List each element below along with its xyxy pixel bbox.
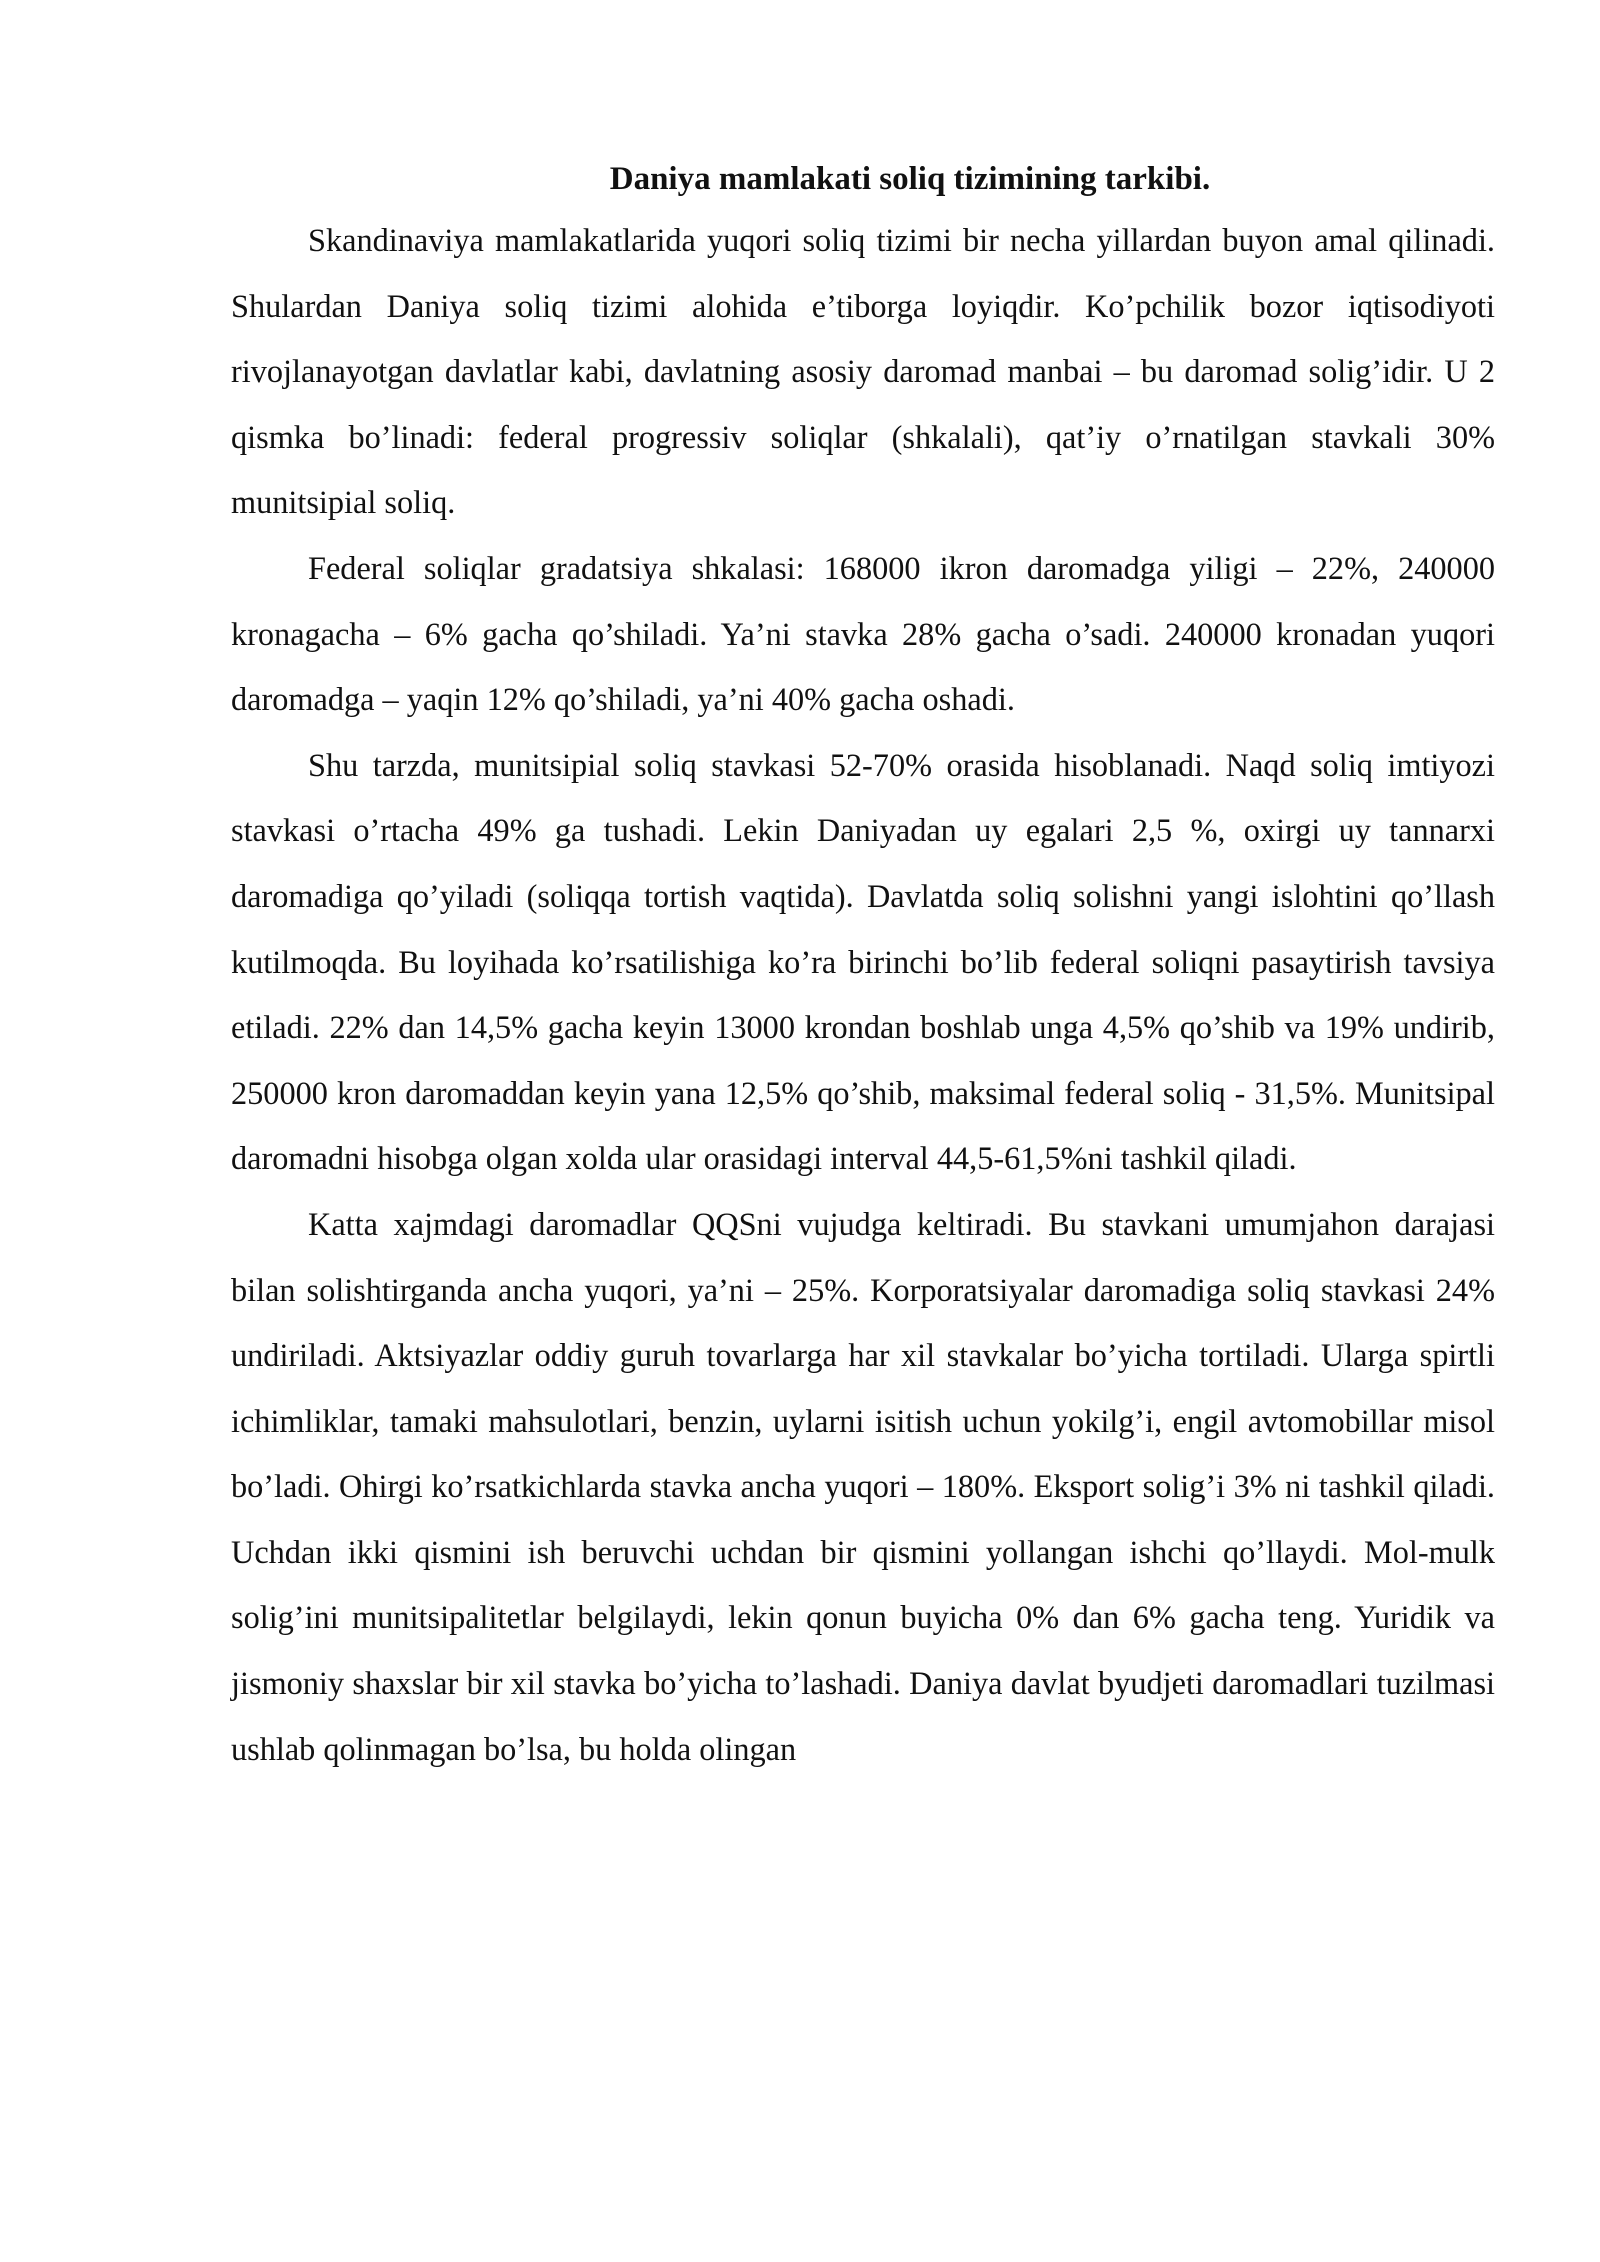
document-title: Daniya mamlakati soliq tizimining tarkibi. — [609, 161, 1211, 197]
paragraph: Katta xajmdagi daromadlar QQSni vujudga keltiradi. Bu stavkani umumjahon darajasi bilan solishtirganda ancha yuqori, ya’ni – 25%. Korporatsiyalar daromadiga soliq stavkasi 24% undiriladi. Aktsiyazlar oddiy guruh tovarlarga har xil stavkalar bo’yicha tortiladi. Ularga spirtli ichimliklar, tamaki mahsulotlari, benzin, uylarni isitish uchun yokilg’i, engil avtomobillar misol bo’ladi. Ohirgi ko’rsatkichlarda stavka ancha yuqori – 180%. Eksport solig’i 3% ni tashkil qiladi. Uchdan ikki qismini ish beruvchi uchdan bir qismini yollangan ishchi qo’llaydi. Mol-mulk solig’ini munitsipalitetlar belgilaydi, lekin qonun buyicha 0% dan 6% gacha teng. Yuridik va jismoniy shaxslar bir xil stavka bo’yicha to’lashadi. Daniya davlat byudjeti daromadlari tuzilmasi ushlab qolinmagan bo’lsa, bu holda olingan — [231, 1205, 1495, 1767]
paragraph: Skandinaviya mamlakatlarida yuqori soliq tizimi bir necha yillardan buyon amal qilinadi. Shulardan Daniya soliq tizimi alohida e’tiborga loyiqdir. Ko’pchilik bozor iqtisodiyoti rivojlanayotgan davlatlar kabi, davlatning asosiy daromad manbai – bu daromad solig’idir. U 2 qismka bo’linadi: federal progressiv soliqlar (shkalali), qat’iy o’rnatilgan stavkali 30% munitsipial soliq. — [231, 222, 1495, 521]
document-page — [231, 150, 1495, 1782]
paragraph: Federal soliqlar gradatsiya shkalasi: 168000 ikron daromadga yiligi – 22%, 240000 kronagacha – 6% gacha qo’shiladi. Ya’ni stavka 28% gacha o’sadi. 240000 kronadan yuqori daromadga – yaqin 12% qo’shiladi, ya’ni 40% gacha oshadi. — [231, 549, 1495, 718]
paragraph: Shu tarzda, munitsipial soliq stavkasi 52-70% orasida hisoblanadi. Naqd soliq imtiyozi stavkasi o’rtacha 49% ga tushadi. Lekin Daniyadan uy egalari 2,5 %, oxirgi uy tannarxi daromadiga qo’yiladi (soliqqa tortish vaqtida). Davlatda soliq solishni yangi islohtini qo’llash kutilmoqda. Bu loyihada ko’rsatilishiga ko’ra birinchi bo’lib federal soliqni pasaytirish tavsiya etiladi. 22% dan 14,5% gacha keyin 13000 krondan boshlab unga 4,5% qo’shib va 19% undirib, 250000 kron daromaddan keyin yana 12,5% qo’shib, maksimal federal soliq - 31,5%. Munitsipal daromadni hisobga olgan xolda ular orasidagi interval 44,5-61,5%ni tashkil qiladi. — [231, 746, 1495, 1177]
